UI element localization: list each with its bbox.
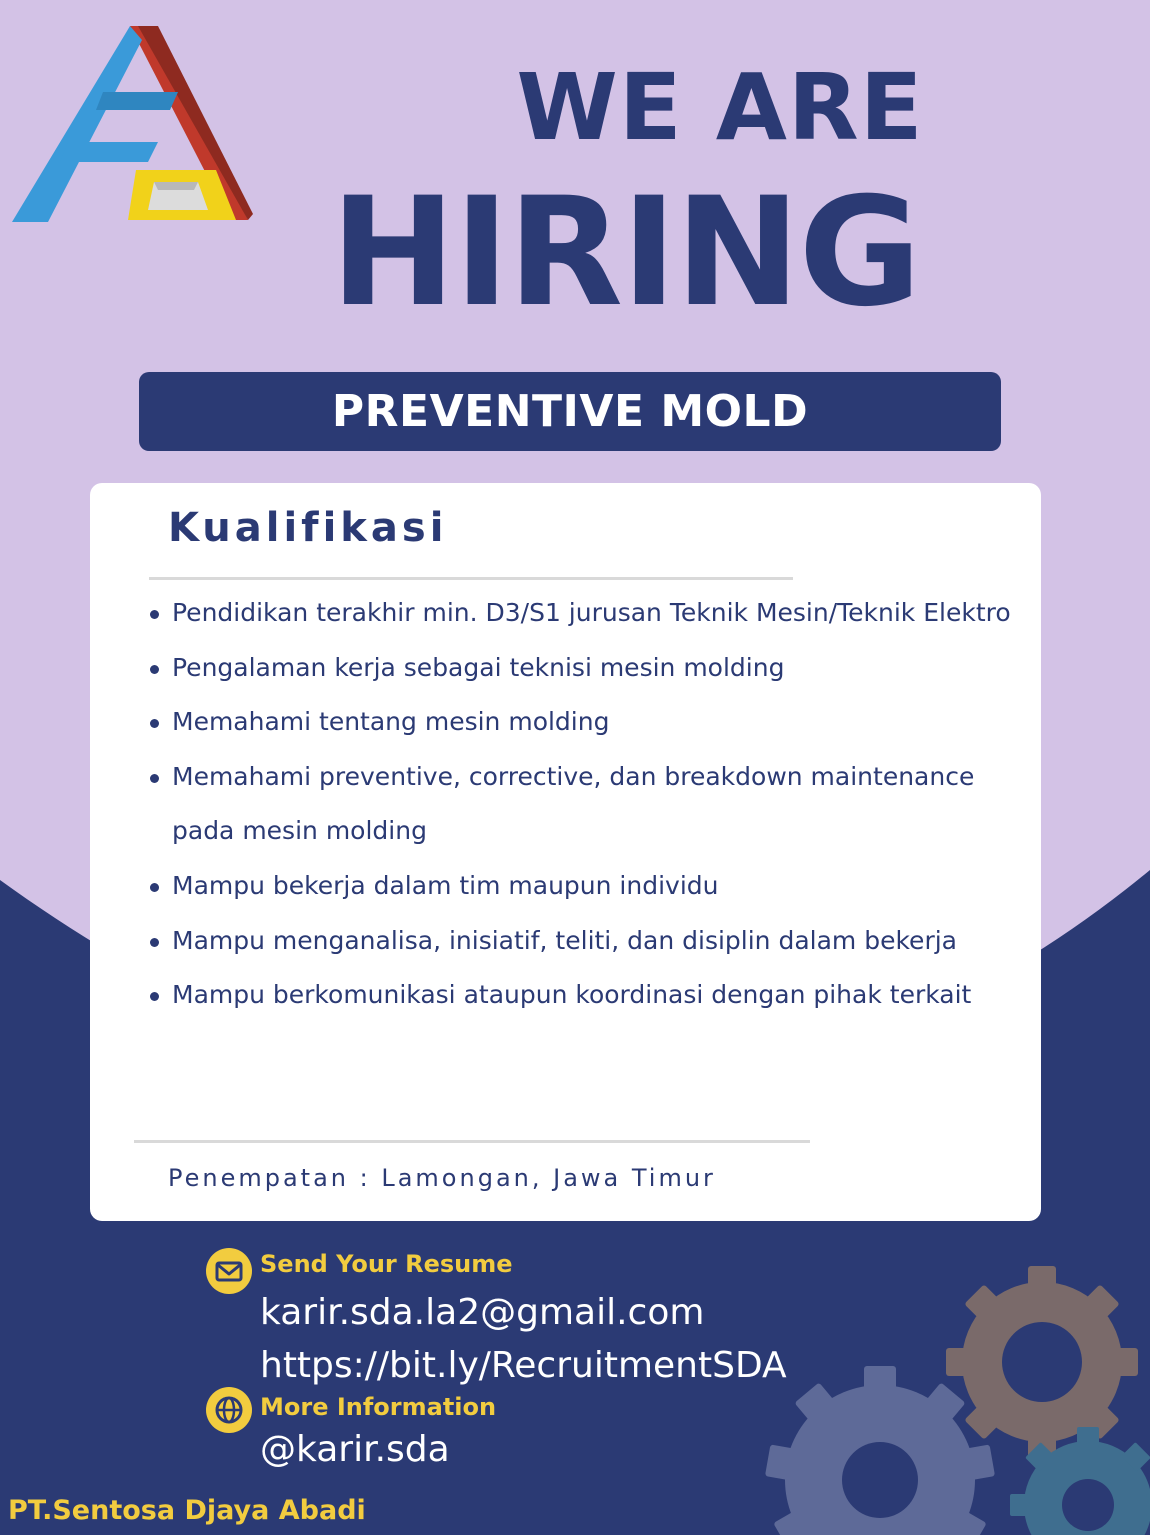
headline-we-are: WE ARE bbox=[516, 54, 924, 161]
position-banner bbox=[139, 372, 1001, 451]
placement-text: Penempatan : Lamongan, Jawa Timur bbox=[168, 1164, 716, 1192]
bullet-icon bbox=[150, 774, 159, 783]
qualification-text: Memahami preventive, corrective, dan breakdown maintenance pada mesin molding bbox=[172, 761, 975, 846]
divider-top bbox=[149, 577, 793, 580]
gear-brown-icon bbox=[946, 1266, 1138, 1458]
qualifications-title: Kualifikasi bbox=[168, 505, 448, 551]
bullet-icon bbox=[150, 992, 159, 1001]
send-resume-label: Send Your Resume bbox=[260, 1250, 513, 1278]
qualification-text: Mampu bekerja dalam tim maupun individu bbox=[172, 870, 719, 900]
qualification-text: Pendidikan terakhir min. D3/S1 jurusan Teknik Mesin/Teknik Elektro bbox=[172, 598, 1011, 627]
list-item bbox=[148, 968, 1028, 1023]
list-item bbox=[148, 750, 1028, 859]
globe-icon bbox=[206, 1387, 252, 1433]
bullet-icon bbox=[150, 883, 159, 892]
list-item bbox=[148, 641, 1028, 696]
divider-bottom bbox=[134, 1140, 810, 1143]
position-title: PREVENTIVE MOLD bbox=[331, 386, 809, 437]
bullet-icon bbox=[150, 665, 159, 674]
bullet-icon bbox=[150, 938, 159, 947]
bullet-icon bbox=[150, 719, 159, 728]
qualification-card bbox=[90, 483, 1041, 1221]
bullet-icon bbox=[150, 610, 159, 619]
mail-icon bbox=[206, 1248, 252, 1294]
more-information-label: More Information bbox=[260, 1393, 497, 1421]
qualification-text: Pengalaman kerja sebagai teknisi mesin molding bbox=[172, 652, 785, 682]
list-item bbox=[148, 859, 1028, 914]
list-item bbox=[148, 914, 1028, 969]
list-item bbox=[148, 695, 1028, 750]
recruitment-link[interactable]: https://bit.ly/RecruitmentSDA bbox=[260, 1345, 787, 1386]
company-logo bbox=[8, 22, 253, 232]
qualification-text: Mampu berkomunikasi ataupun koordinasi dengan pihak terkait bbox=[172, 980, 972, 1010]
company-name: PT.Sentosa Djaya Abadi bbox=[8, 1495, 366, 1526]
email-link[interactable]: karir.sda.la2@gmail.com bbox=[260, 1292, 705, 1333]
qualification-text: Mampu menganalisa, inisiatif, teliti, dan disiplin dalam bekerja bbox=[172, 925, 957, 955]
headline-hiring: HIRING bbox=[330, 166, 920, 340]
qualification-text: Memahami tentang mesin molding bbox=[172, 707, 610, 737]
list-item bbox=[148, 586, 1028, 641]
social-handle[interactable]: @karir.sda bbox=[260, 1429, 450, 1470]
qualification-list bbox=[148, 586, 1028, 1023]
